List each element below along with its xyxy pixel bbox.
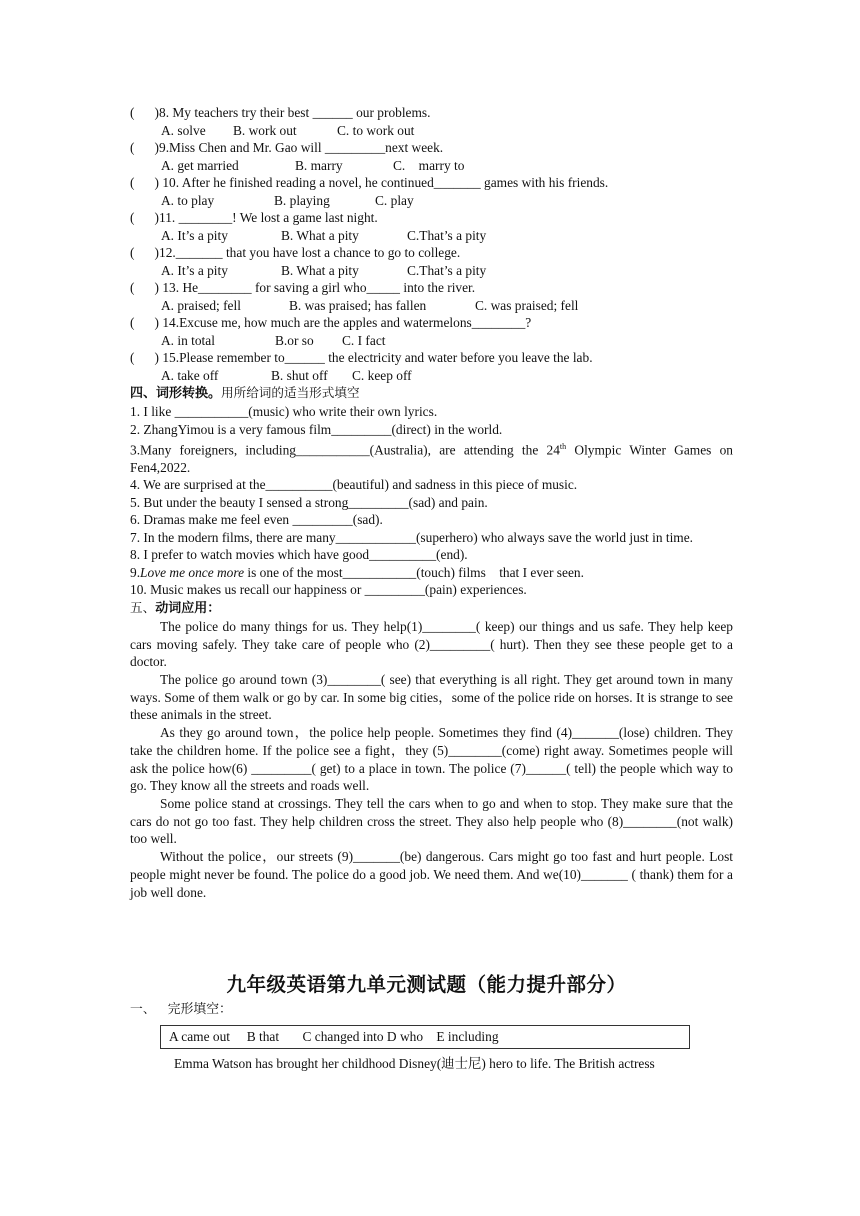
word-form-section	[130, 384, 733, 599]
option-c: C. keep off	[352, 367, 412, 383]
passage-paragraph: As they go around town，the police help people. Sometimes they find (4)_______(lose) children. They take the children home. If the police see a fight，they (5)________(come) right away. Sometimes people will ask the police how(6) _________( get) to a place in town. The police (7)______( tell) the people which way to go. They know all the streets and roads well.	[130, 725, 733, 794]
ability-part	[130, 969, 733, 1073]
option-b: B. What a pity	[281, 262, 359, 278]
question-stem: ( ) 13. He________ for saving a girl who_____ into the river.	[130, 280, 476, 295]
passage-paragraph: The police go around town (3)________( see) that everything is all right. They get around town in many ways. Some of them walk or go by car. In some big cities，some of the police ride on horses. It is strange to see these animals in the street.	[130, 672, 733, 723]
option-c: C. to work out	[337, 122, 415, 138]
option-a: A. It’s a pity	[161, 227, 228, 243]
option-a: A. take off	[161, 367, 219, 383]
option-c: C.That’s a pity	[407, 262, 487, 278]
option-c: C. was praised; fell	[475, 297, 579, 313]
word-form-item: 3.Many foreigners, including___________(Australia), are attending the 24th Olympic Winter Games on Fen4,2022.	[130, 442, 733, 475]
question-stem: ( )9.Miss Chen and Mr. Gao will _________next week.	[130, 140, 444, 155]
word-form-item: 2. ZhangYimou is a very famous film_________(direct) in the world.	[130, 421, 503, 437]
worksheet-page	[130, 104, 733, 1073]
verb-usage-section	[130, 599, 733, 901]
option-b: B. What a pity	[281, 227, 359, 243]
cloze-heading: 一、 完形填空：	[130, 1002, 232, 1018]
section-heading-bold: 四、词形转换。	[130, 386, 222, 401]
word-form-item: 1. I like ___________(music) who write their own lyrics.	[130, 404, 438, 419]
question-stem: ( ) 10. After he finished reading a novel, he continued_______ games with his friends.	[130, 175, 609, 190]
question-8	[130, 104, 733, 139]
page-title: 九年级英语第九单元测试题（能力提升部分）	[226, 973, 627, 997]
option-a: A. get married	[161, 157, 239, 173]
word-form-item: 10. Music makes us recall our happiness or _________(pain) experiences.	[130, 582, 527, 598]
question-options	[130, 297, 733, 315]
section-heading	[130, 384, 733, 403]
option-a: A. praised; fell	[161, 297, 241, 313]
option-a: A. It’s a pity	[161, 262, 228, 278]
section-heading-instruction: 用所给词的适当形式填空	[221, 385, 360, 400]
question-stem: ( )8. My teachers try their best ______ our problems.	[130, 105, 431, 120]
passage-paragraph: Without the police，our streets (9)_______(be) dangerous. Cars might go too fast and hurt people. Lost people might never be found. The police do a good job. We need them. And we(10)_______ ( thank) them for a job well done.	[130, 849, 733, 900]
question-11	[130, 209, 733, 244]
option-c: C. play	[375, 192, 414, 208]
word-form-item: 7. In the modern films, there are many____________(superhero) who always save the world just in time.	[130, 529, 694, 545]
question-options	[130, 262, 733, 280]
word-form-item: 6. Dramas make me feel even _________(sad).	[130, 512, 383, 528]
question-options	[130, 122, 733, 140]
option-a: A. solve	[161, 122, 206, 138]
film-title: Love me once more	[140, 564, 245, 580]
option-a: A. in total	[161, 332, 215, 348]
option-b: B.or so	[275, 332, 314, 348]
question-9	[130, 139, 733, 174]
question-options	[130, 332, 733, 350]
option-b: B. marry	[295, 157, 343, 173]
question-stem: ( ) 15.Please remember to______ the electricity and water before you leave the lab.	[130, 350, 593, 365]
section-heading: 五、动词应用：	[130, 599, 221, 616]
option-b: B. playing	[274, 192, 330, 208]
question-stem: ( )12._______ that you have lost a chance to go to college.	[130, 245, 461, 260]
option-c: C. marry to	[393, 157, 465, 173]
word-form-item: 5. But under the beauty I sensed a strong_________(sad) and pain.	[130, 494, 488, 510]
question-options	[130, 157, 733, 175]
question-options	[130, 367, 733, 385]
option-b: B. shut off	[271, 367, 328, 383]
word-bank-box: A came out B that C changed into D who E including	[160, 1025, 690, 1049]
question-12	[130, 244, 733, 279]
option-b: B. was praised; has fallen	[289, 297, 427, 313]
section-heading-bold: 动词应用：	[155, 600, 221, 616]
question-14	[130, 314, 733, 349]
option-a: A. to play	[161, 192, 215, 208]
question-stem: ( ) 14.Excuse me, how much are the apples and watermelons________?	[130, 315, 532, 330]
question-10	[130, 174, 733, 209]
passage-paragraph: The police do many things for us. They help(1)________( keep) our things and us safe. They help keep cars moving safely. They take care of people who (2)_________( hurt). Then they see these people get to a doctor.	[130, 618, 733, 670]
question-options	[130, 227, 733, 245]
option-b: B. work out	[233, 122, 297, 138]
passage-first-line: Emma Watson has brought her childhood Disney(迪士尼) hero to life. The British actress	[174, 1056, 655, 1072]
option-c: C.That’s a pity	[407, 227, 487, 243]
question-13	[130, 279, 733, 314]
word-form-item: 4. We are surprised at the__________(beautiful) and sadness in this piece of music.	[130, 477, 578, 493]
passage-paragraph: Some police stand at crossings. They tell the cars when to go and when to stop. They make sure that the cars do not go too fast. They help children cross the street. They also help people who (8)________(not walk) too well.	[130, 796, 733, 847]
spacer	[130, 901, 733, 961]
question-options	[130, 192, 733, 210]
multiple-choice-section	[130, 104, 733, 384]
word-form-item: 8. I prefer to watch movies which have good__________(end).	[130, 547, 468, 563]
question-15	[130, 349, 733, 384]
word-form-item: 9.Love me once more is one of the most___________(touch) films that I ever seen.	[130, 564, 584, 580]
option-c: C. I fact	[342, 332, 386, 348]
question-stem: ( )11. ________! We lost a game last night.	[130, 210, 378, 225]
